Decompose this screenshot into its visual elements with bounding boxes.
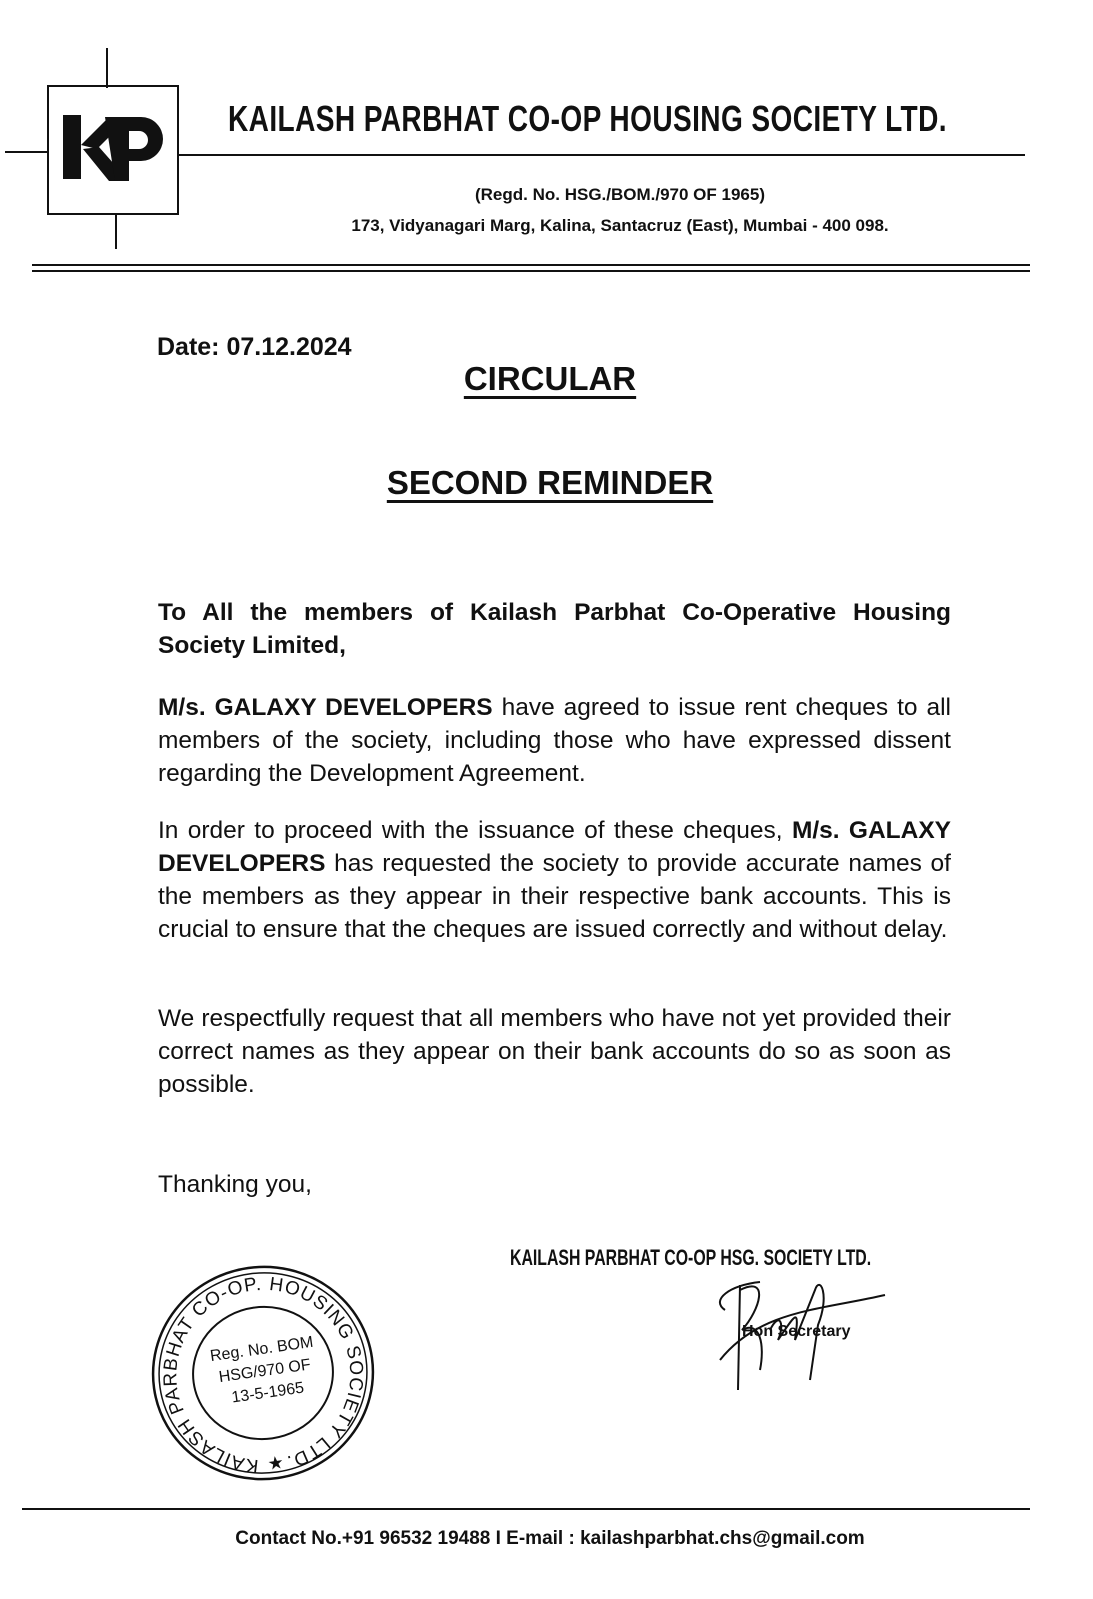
paragraph-2 — [158, 814, 951, 946]
logo-crosshair-left — [5, 151, 49, 153]
circular-subtitle-text: SECOND REMINDER — [386, 464, 714, 501]
header-divider — [32, 264, 1030, 266]
footer-divider — [22, 1508, 1030, 1510]
organization-name: KAILASH PARBHAT CO-OP HOUSING SOCIETY LTD. — [228, 98, 947, 139]
paragraph-1-text: have agreed to issue rent cheques to all members of the society, including those who have expressed dissent regarding the Development Agreement. — [158, 694, 951, 787]
closing: Thanking you, — [158, 1171, 312, 1198]
circular-title-text: CIRCULAR — [463, 360, 637, 397]
handwritten-signature — [700, 1270, 900, 1400]
society-stamp — [148, 1258, 378, 1488]
title-underline — [179, 154, 1025, 156]
circular-title — [0, 360, 1093, 398]
stamp-line-2: HSG/970 OF — [217, 1356, 312, 1387]
stamp-line-3: 13-5-1965 — [230, 1379, 306, 1407]
signature-organization: KAILASH PARBHAT CO-OP HSG. SOCIETY LTD. — [510, 1245, 872, 1270]
paragraph-2-start: In order to proceed with the issuance of these cheques, — [158, 817, 792, 844]
society-address: 173, Vidyanagari Marg, Kalina, Santacruz (East), Mumbai - 400 098. — [351, 216, 889, 235]
logo-crosshair-top — [106, 48, 108, 88]
registration-number: (Regd. No. HSG./BOM./970 OF 1965) — [474, 185, 765, 204]
circular-subtitle — [0, 464, 1093, 502]
paragraph-1 — [158, 691, 951, 790]
footer-contact: Contact No.+91 96532 19488 I E-mail : kailashparbhat.chs@gmail.com — [235, 1528, 865, 1549]
stamp-ring-text: KAILASH PARBHAT CO-OP. HOUSING SOCIETY LTD. — [160, 1273, 367, 1477]
circular-date: Date: 07.12.2024 — [157, 333, 352, 361]
paragraph-2-text: has requested the society to provide accurate names of the members as they appear in their respective bank accounts. This is crucial to ensure that the cheques are issued correctly and without delay. — [158, 850, 951, 943]
salutation: To All the members of Kailash Parbhat Co-Operative Housing Society Limited, — [158, 599, 951, 659]
stamp-line-1: Reg. No. BOM — [209, 1333, 315, 1366]
developer-name: M/s. GALAXY DEVELOPERS — [158, 694, 493, 721]
signature-designation: Hon Secretary — [742, 1323, 851, 1340]
star-icon: ★ — [266, 1452, 286, 1475]
developer-name: M/s. GALAXY DEVELOPERS — [158, 817, 951, 877]
paragraph-3: We respectfully request that all members who have not yet provided their correct names as they appear on their bank accounts do so as soon as possible. — [158, 1005, 951, 1098]
header-divider-2 — [32, 270, 1030, 272]
